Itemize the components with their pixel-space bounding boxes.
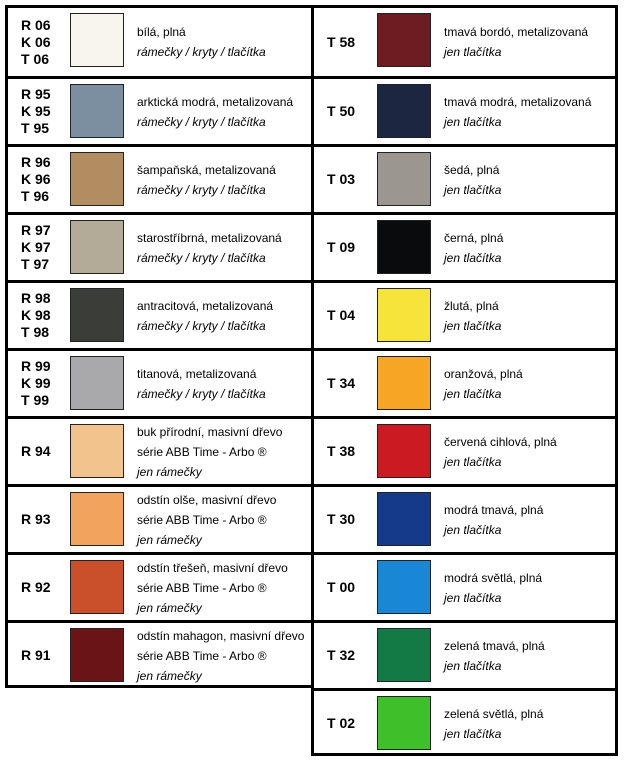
color-name: bílá, plná [137, 25, 186, 39]
color-swatch [70, 424, 124, 478]
color-usage: rámečky / kryty / tlačítka [137, 45, 266, 59]
color-code [21, 79, 51, 144]
color-swatch [377, 560, 431, 614]
color-code-line: K 99 [21, 375, 51, 391]
color-description [137, 623, 304, 688]
color-name: zelená tmavá, plná [444, 638, 545, 653]
right-color-column [311, 5, 618, 756]
color-row [8, 212, 311, 280]
color-description [444, 555, 542, 620]
color-name: oranžová, plná [444, 366, 523, 381]
color-name: série ABB Time - Arbo ® [137, 648, 267, 663]
color-code [327, 147, 355, 212]
color-code-line: T 95 [21, 120, 50, 136]
color-code-line: T 96 [21, 188, 50, 204]
color-code [21, 419, 51, 484]
color-code-line: T 34 [327, 375, 356, 391]
color-usage: jen tlačítka [444, 318, 502, 333]
color-row [8, 348, 311, 416]
color-description [444, 691, 543, 756]
color-code-line: T 97 [21, 256, 50, 272]
color-code [21, 623, 51, 688]
color-row [314, 552, 615, 620]
color-name: odstín olše, masivní dřevo [137, 492, 277, 507]
color-row [314, 484, 615, 552]
color-name: zelená světlá, plná [444, 706, 544, 721]
color-swatch [377, 424, 431, 478]
color-swatch [70, 628, 124, 682]
color-swatch [377, 356, 431, 410]
color-name: titanová, metalizovaná [137, 366, 257, 381]
color-description [444, 283, 501, 348]
color-description [444, 623, 545, 688]
color-code-line: R 95 [21, 86, 51, 102]
color-code-line: R 93 [21, 511, 51, 527]
color-code [21, 283, 51, 348]
left-color-column [5, 5, 314, 688]
color-code-line: T 03 [327, 171, 356, 187]
color-name: tmavá bordó, metalizovaná [444, 25, 589, 39]
color-description [137, 79, 293, 144]
color-row [314, 348, 615, 416]
color-swatch [377, 288, 431, 342]
color-code [327, 419, 355, 484]
color-swatch [70, 288, 124, 342]
color-row [8, 620, 311, 688]
color-name: buk přírodní, masivní dřevo [137, 424, 283, 439]
color-code-line: R 96 [21, 154, 51, 170]
color-name: antracitová, metalizovaná [137, 298, 274, 313]
color-name: tmavá modrá, metalizovaná [444, 94, 592, 109]
color-row [8, 552, 311, 620]
color-code [327, 79, 355, 144]
color-swatch [70, 84, 124, 138]
color-code-line: K 06 [21, 33, 51, 50]
color-code [21, 147, 51, 212]
color-swatch [377, 628, 431, 682]
color-row [314, 416, 615, 484]
color-row [314, 688, 615, 756]
color-code [327, 487, 355, 552]
color-row [8, 76, 311, 144]
color-description [444, 147, 501, 212]
color-row [314, 76, 615, 144]
color-code-line: K 98 [21, 307, 51, 323]
color-description [444, 487, 543, 552]
color-code [327, 283, 355, 348]
color-code-line: T 38 [327, 443, 356, 459]
color-description [137, 351, 266, 416]
color-code-line: R 91 [21, 647, 51, 663]
color-description [137, 419, 282, 484]
color-name: černá, plná [444, 230, 504, 245]
color-swatch [70, 492, 124, 546]
color-row [8, 416, 311, 484]
color-usage: jen tlačítka [444, 114, 502, 129]
color-code [327, 623, 355, 688]
color-code [327, 555, 355, 620]
color-row [8, 484, 311, 552]
color-description [137, 147, 276, 212]
color-code-line: R 92 [21, 579, 51, 595]
color-name: modrá tmavá, plná [444, 502, 544, 517]
color-name: série ABB Time - Arbo ® [137, 580, 267, 595]
color-code-line: T 04 [327, 307, 356, 323]
color-code [21, 487, 51, 552]
color-usage: jen tlačítka [444, 522, 502, 537]
color-usage: rámečky / kryty / tlačítka [137, 182, 266, 197]
color-description [137, 8, 266, 76]
color-description [137, 215, 282, 280]
color-row [314, 280, 615, 348]
color-name: odstín třešeň, masivní dřevo [137, 560, 288, 575]
color-row [8, 144, 311, 212]
color-usage: jen tlačítka [444, 250, 502, 265]
color-usage: jen rámečky [137, 668, 202, 683]
color-code-line: T 00 [327, 579, 356, 595]
color-code-line: T 09 [327, 239, 356, 255]
color-code-line: T 30 [327, 511, 356, 527]
color-name: série ABB Time - Arbo ® [137, 444, 267, 459]
color-swatch [377, 13, 431, 67]
color-row [8, 280, 311, 348]
color-code-line: K 96 [21, 171, 51, 187]
color-usage: jen rámečky [137, 464, 202, 479]
color-code-line: T 58 [327, 33, 356, 50]
color-usage: rámečky / kryty / tlačítka [137, 318, 266, 333]
color-description [444, 419, 557, 484]
color-row [314, 144, 615, 212]
color-description [137, 487, 276, 552]
color-code-line: T 06 [21, 50, 50, 67]
color-code-line: R 94 [21, 443, 51, 459]
color-code [327, 215, 355, 280]
color-description [137, 555, 288, 620]
color-usage: jen tlačítka [444, 658, 502, 673]
color-name: modrá světlá, plná [444, 570, 543, 585]
color-swatch [70, 13, 124, 67]
color-description [444, 351, 523, 416]
color-code-line: K 95 [21, 103, 51, 119]
color-row [8, 8, 311, 76]
color-code [21, 555, 51, 620]
color-usage: jen tlačítka [444, 454, 502, 469]
color-description [137, 283, 273, 348]
color-code [21, 351, 51, 416]
color-name: žlutá, plná [444, 298, 499, 313]
color-usage: jen rámečky [137, 532, 202, 547]
color-usage: rámečky / kryty / tlačítka [137, 114, 266, 129]
color-swatch [70, 220, 124, 274]
color-name: odstín mahagon, masivní dřevo [137, 628, 305, 643]
color-code [327, 351, 355, 416]
color-code-line: T 50 [327, 103, 356, 119]
color-usage: rámečky / kryty / tlačítka [137, 250, 266, 265]
color-name: červená cihlová, plná [444, 434, 557, 449]
color-code-line: T 32 [327, 647, 356, 663]
color-code-line: T 99 [21, 392, 50, 408]
color-swatch [70, 152, 124, 206]
color-code-line: R 97 [21, 222, 51, 238]
color-code-line: T 02 [327, 715, 356, 731]
color-row [314, 620, 615, 688]
color-description [444, 8, 588, 76]
color-name: šedá, plná [444, 162, 500, 177]
color-swatch [377, 696, 431, 750]
color-usage: jen tlačítka [444, 182, 502, 197]
color-swatch [377, 492, 431, 546]
color-usage: jen tlačítka [444, 386, 502, 401]
color-row [314, 8, 615, 76]
color-swatch [377, 220, 431, 274]
color-code [327, 8, 355, 76]
color-code [21, 215, 51, 280]
color-swatch [377, 152, 431, 206]
color-usage: jen tlačítka [444, 45, 502, 59]
color-description [444, 215, 503, 280]
color-code-line: R 98 [21, 290, 51, 306]
color-usage: jen tlačítka [444, 726, 502, 741]
color-name: arktická modrá, metalizovaná [137, 94, 294, 109]
color-code-line: T 98 [21, 324, 50, 340]
color-code [21, 8, 51, 76]
color-code-line: R 06 [21, 16, 51, 33]
color-name: série ABB Time - Arbo ® [137, 512, 267, 527]
color-code-line: K 97 [21, 239, 51, 255]
color-row [314, 212, 615, 280]
color-swatch [70, 560, 124, 614]
color-description [444, 79, 591, 144]
color-usage: jen tlačítka [444, 590, 502, 605]
color-name: starostříbrná, metalizovaná [137, 230, 282, 245]
color-swatch [70, 356, 124, 410]
color-name: šampaňská, metalizovaná [137, 162, 276, 177]
color-swatch [377, 84, 431, 138]
color-code-line: R 99 [21, 358, 51, 374]
color-usage: jen rámečky [137, 600, 202, 615]
color-usage: rámečky / kryty / tlačítka [137, 386, 266, 401]
color-code [327, 691, 355, 756]
